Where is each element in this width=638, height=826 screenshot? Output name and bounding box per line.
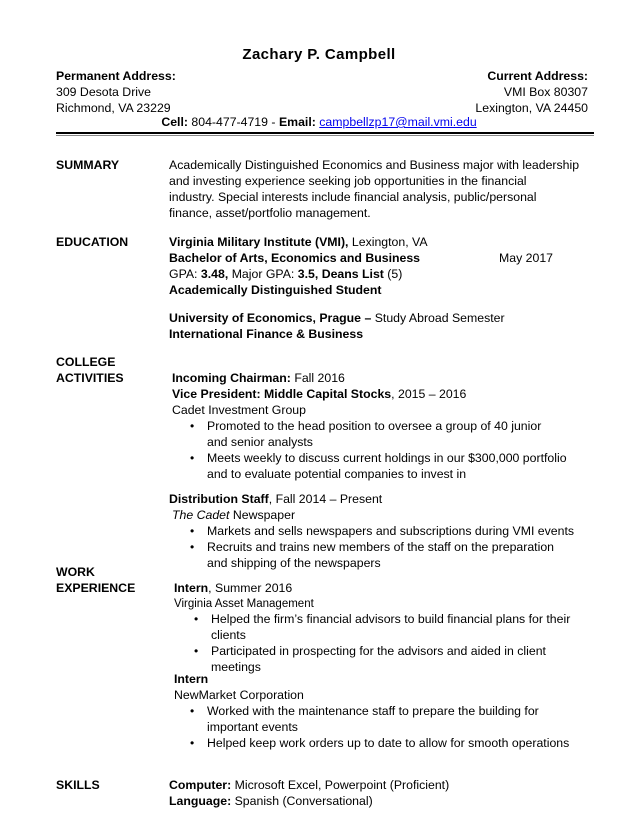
skill-language bbox=[169, 793, 373, 809]
job-intern-vam bbox=[174, 580, 292, 596]
list-item: Participated in prospecting for the advisors and aided in client bbox=[211, 644, 546, 658]
school-prague-name: University of Economics, Prague bbox=[169, 311, 362, 325]
list-item: Promoted to the head position to oversee a group of 40 junior bbox=[207, 419, 542, 433]
graduation-date: May 2017 bbox=[499, 251, 554, 265]
skill-language-value: Spanish (Conversational) bbox=[234, 794, 373, 808]
role-distribution-staff bbox=[169, 491, 382, 507]
org-cadet-newspaper-italic: The Cadet bbox=[172, 508, 230, 522]
school-prague-note: Study Abroad Semester bbox=[374, 311, 505, 325]
gpa-label: GPA: bbox=[169, 267, 198, 281]
job-intern-vam-date: , Summer 2016 bbox=[208, 581, 293, 595]
list-item: Worked with the maintenance staff to prepare the building for bbox=[207, 704, 539, 718]
skill-language-label: Language: bbox=[169, 794, 232, 808]
contact-line bbox=[0, 114, 638, 130]
skill-computer bbox=[169, 777, 449, 793]
bullet-icon: • bbox=[190, 736, 195, 750]
summary-line: and investing experience seeking job opportunities in the financial bbox=[169, 174, 527, 188]
job-intern-vam-title: Intern bbox=[174, 581, 209, 595]
permanent-address-label: Permanent Address: bbox=[56, 69, 176, 83]
email-link[interactable]: campbellzp17@mail.vmi.edu bbox=[319, 115, 477, 129]
school-prague-program: International Finance & Business bbox=[169, 327, 364, 341]
list-item-cont: clients bbox=[211, 628, 246, 642]
list-item-cont: and to evaluate potential companies to invest in bbox=[207, 467, 467, 481]
permanent-street: 309 Desota Drive bbox=[56, 85, 152, 99]
header-divider-shadow bbox=[56, 135, 594, 136]
list-item-cont: important events bbox=[207, 720, 298, 734]
school-prague-dash: – bbox=[364, 311, 372, 325]
email-label: Email: bbox=[278, 115, 316, 129]
skills-heading: SKILLS bbox=[56, 778, 100, 792]
education-heading: EDUCATION bbox=[56, 235, 129, 249]
header-divider bbox=[56, 132, 594, 134]
bullet-icon: • bbox=[190, 419, 195, 433]
bullet-icon: • bbox=[190, 540, 195, 554]
list-item: Helped the firm’s financial advisors to build financial plans for their bbox=[211, 612, 571, 626]
list-item-cont: and senior analysts bbox=[207, 435, 313, 449]
activities-heading-2: ACTIVITIES bbox=[56, 371, 124, 385]
bullet-icon: • bbox=[194, 644, 199, 658]
gpa-value: 3.48, bbox=[200, 267, 229, 281]
skill-computer-label: Computer: bbox=[169, 778, 232, 792]
bullet-icon: • bbox=[194, 612, 199, 626]
org-cadet-newspaper bbox=[172, 507, 295, 523]
resume-name: Zachary P. Campbell bbox=[242, 46, 396, 63]
school-vmi bbox=[169, 234, 428, 250]
gpa-line bbox=[169, 266, 402, 282]
job-intern-vam-org: Virginia Asset Management bbox=[174, 598, 314, 610]
org-cadet-newspaper-rest: Newspaper bbox=[232, 508, 296, 522]
permanent-city: Richmond, VA 23229 bbox=[56, 101, 171, 115]
work-heading-1: WORK bbox=[56, 565, 95, 579]
contact-separator: - bbox=[271, 115, 276, 129]
major-gpa-value: 3.5, bbox=[297, 267, 319, 281]
skill-computer-value: Microsoft Excel, Powerpoint (Proficient) bbox=[234, 778, 450, 792]
activities-heading-1: COLLEGE bbox=[56, 355, 116, 369]
work-heading-2: EXPERIENCE bbox=[56, 581, 136, 595]
job-intern-newmarket-title: Intern bbox=[174, 672, 209, 686]
current-street: VMI Box 80307 bbox=[503, 85, 588, 99]
cell-value: 804-477-4719 bbox=[191, 115, 268, 129]
role-distribution-title: Distribution Staff bbox=[169, 492, 269, 506]
current-address-label: Current Address: bbox=[487, 69, 588, 83]
role-chairman-date: Fall 2016 bbox=[294, 371, 345, 385]
bullet-icon: • bbox=[190, 524, 195, 538]
role-vice-president bbox=[172, 386, 466, 402]
role-vp-date: , 2015 – 2016 bbox=[391, 387, 467, 401]
list-item: Meets weekly to discuss current holdings in our $300,000 portfolio bbox=[207, 451, 567, 465]
list-item-cont: meetings bbox=[211, 660, 261, 674]
honor: Academically Distinguished Student bbox=[169, 283, 382, 297]
bullet-icon: • bbox=[190, 704, 195, 718]
cell-label: Cell: bbox=[161, 115, 188, 129]
summary-line: Academically Distinguished Economics and Business major with leadership bbox=[169, 158, 580, 172]
bullet-icon: • bbox=[190, 451, 195, 465]
current-city: Lexington, VA 24450 bbox=[475, 101, 588, 115]
role-chairman bbox=[172, 370, 345, 386]
list-item: Markets and sells newspapers and subscriptions during VMI events bbox=[207, 524, 575, 538]
deans-list: Deans List bbox=[321, 267, 384, 281]
deans-list-count: (5) bbox=[387, 267, 403, 281]
school-vmi-location: Lexington, VA bbox=[351, 235, 428, 249]
major-gpa-label: Major GPA: bbox=[231, 267, 295, 281]
summary-heading: SUMMARY bbox=[56, 158, 120, 172]
job-intern-newmarket-org: NewMarket Corporation bbox=[174, 688, 304, 702]
list-item-cont: and shipping of the newspapers bbox=[207, 556, 381, 570]
role-vp-title: Vice President: Middle Capital Stocks bbox=[172, 387, 392, 401]
list-item: Helped keep work orders up to date to allow for smooth operations bbox=[207, 736, 570, 750]
role-distribution-date: , Fall 2014 – Present bbox=[268, 492, 383, 506]
school-prague bbox=[169, 310, 505, 326]
summary-line: finance, asset/portfolio management. bbox=[169, 206, 371, 220]
org-cadet-investment-group: Cadet Investment Group bbox=[172, 403, 306, 417]
degree: Bachelor of Arts, Economics and Business bbox=[169, 251, 421, 265]
list-item: Recruits and trains new members of the staff on the preparation bbox=[207, 540, 555, 554]
role-chairman-title: Incoming Chairman: bbox=[172, 371, 291, 385]
summary-line: industry. Special interests include financial analysis, public/personal bbox=[169, 190, 537, 204]
school-vmi-name: Virginia Military Institute (VMI), bbox=[169, 235, 349, 249]
